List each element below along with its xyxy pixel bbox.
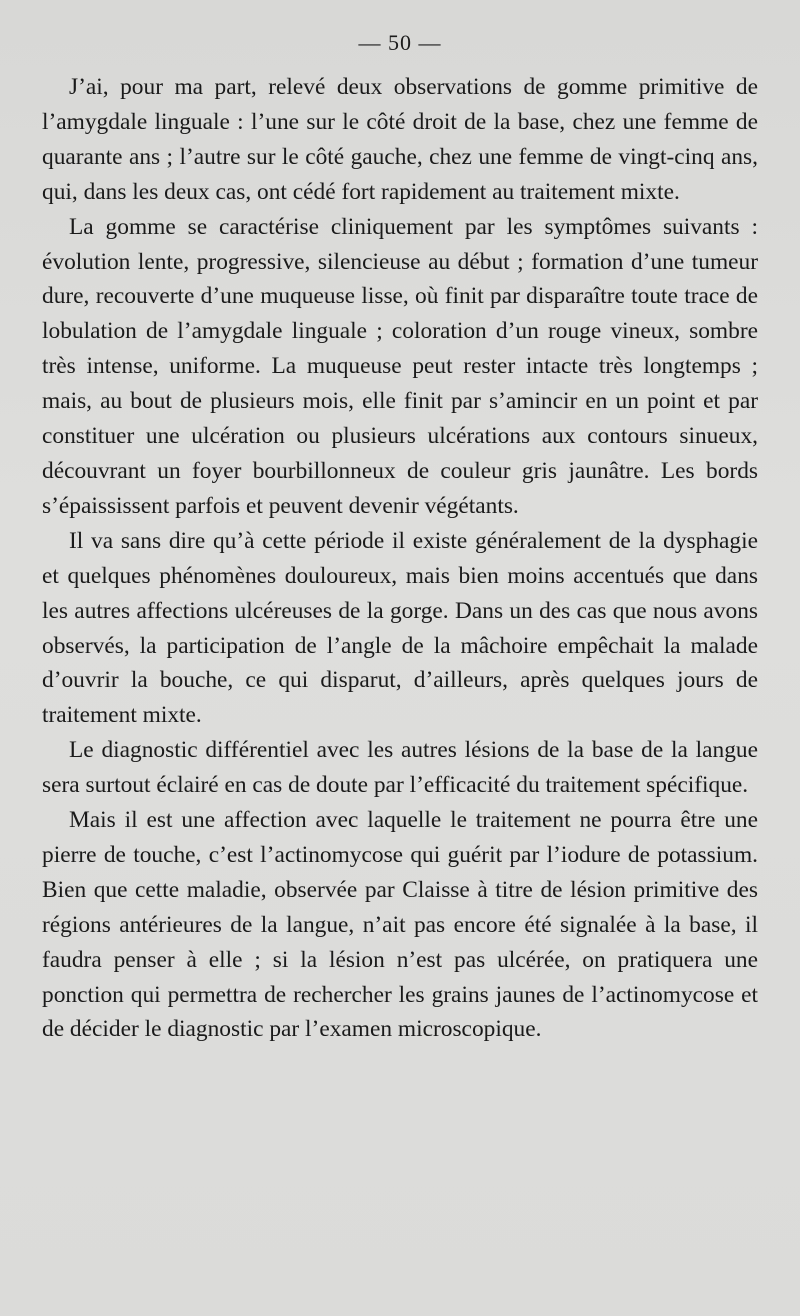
paragraph-2: La gomme se caractérise cliniquement par les symptômes suivants : évolution lente, progressive, silencieuse au début ; formation d’une tumeur dure, recouverte d’une muqueuse lisse, où finit par disparaître toute trace de lobulation de l’amygdale linguale ; coloration d’un rouge vineux, sombre très intense, uniforme. La muqueuse peut rester intacte très longtemps ; mais, au bout de plusieurs mois, elle finit par s’amincir en un point et par constituer une ulcération ou plusieurs ulcérations aux contours sinueux, découvrant un foyer bourbillonneux de couleur gris jaunâtre. Les bords s’épaississent parfois et peuvent devenir végétants. [42, 213, 758, 519]
body-text [42, 70, 758, 1047]
page-number: — 50 — [358, 30, 442, 55]
paragraph-5: Mais il est une affection avec laquelle le traitement ne pourra être une pierre de touche, c’est l’actinomycose qui guérit par l’iodure de potassium. Bien que cette maladie, observée par Claisse à titre de lésion primitive des régions antérieures de la langue, n’ait pas encore été signalée à la base, il faudra penser à elle ; si la lésion n’est pas ulcérée, on pratiquera une ponction qui permettra de rechercher les grains jaunes de l’actinomycose et de décider le diagnostic par l’examen microscopique. [42, 807, 758, 1043]
paragraph-1: J’ai, pour ma part, relevé deux observations de gomme primitive de l’amygdale linguale : l’une sur le côté droit de la base, chez une femme de quarante ans ; l’autre sur le côté gauche, chez une femme de vingt-cinq ans, qui, dans les deux cas, ont cédé fort rapidement au traitement mixte. [42, 74, 758, 205]
paragraph-3: Il va sans dire qu’à cette période il existe généralement de la dysphagie et quelques phénomènes douloureux, mais bien moins accentués que dans les autres affections ulcéreuses de la gorge. Dans un des cas que nous avons observés, la participation de l’angle de la mâchoire empêchait la malade d’ouvrir la bouche, ce qui disparut, d’ailleurs, après quelques jours de traitement mixte. [42, 527, 758, 729]
paragraph-4: Le diagnostic différentiel avec les autres lésions de la base de la langue sera surtout éclairé en cas de doute par l’efficacité du traitement spécifique. [42, 737, 758, 799]
